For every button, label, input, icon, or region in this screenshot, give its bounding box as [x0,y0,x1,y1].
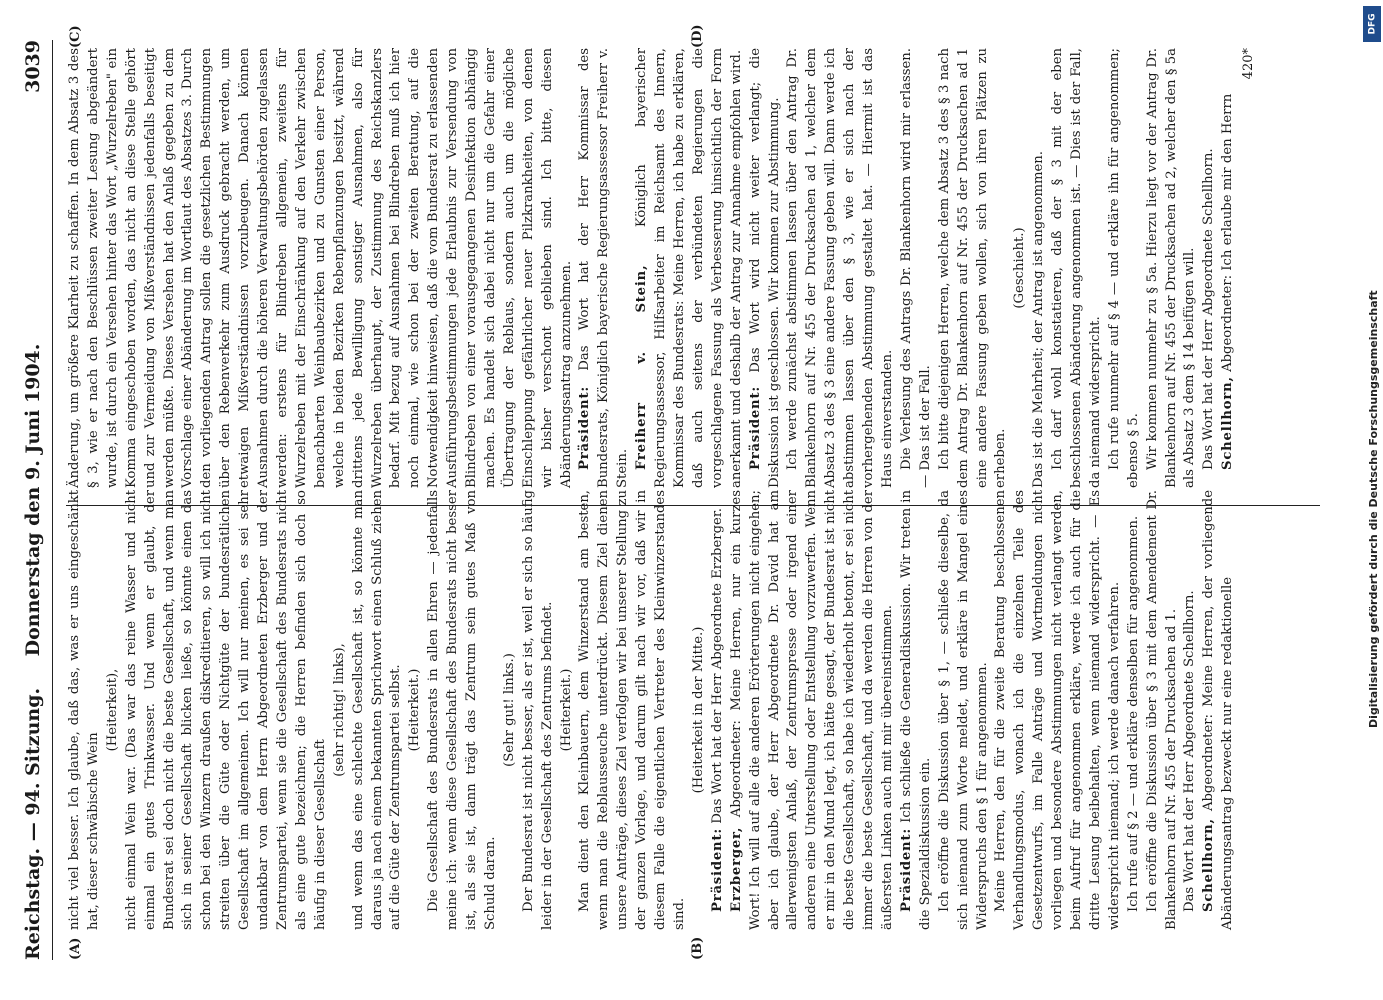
paragraph: Das ist die Mehrheit; der Antrag ist angenommen. [1031,151,1047,488]
digitization-note: Digitalisierung gefördert durch die Deutsche Forschungsgemeinschaft [1367,290,1380,728]
header-center: Donnerstag den 9. Juni 1904. [22,343,44,657]
paragraph: nicht einmal Wein war. (Das war das reine Wasser und nicht einmal ein gutes Trinkwasser. Und wenn er glaubt, der Bundesrat sei doch nicht die beste Gesellschaft, und wenn man sich in seiner Gesellschaft blicken ließe, so könnte einen das schon bei den Winzern draußen diskreditieren, so will ich nicht streiten über die Güte oder Nichtgüte der bundesrätlichen Gesellschaft im allgemeinen. Ich will nur meinen, es sei sehr undankbar von dem Herrn Abgeordneten Erzberger und der Zentrumspartei, wenn sie die Gesellschaft des Bundesrats nicht als eine gute bezeichnen; die Herren befinden sich doch so häufig in dieser Gesellschaft [123,490,328,930]
paragraph [747,48,785,488]
speech-text: Das Wort hat der Herr Kommissar des Bundesrats, Königlich bayerische Regierungsassessor Freiherr v. Stein. [577,48,631,488]
speaker-name: Schellhorn, [1220,376,1236,470]
paragraph [1200,490,1238,930]
paragraph: Ich eröffne die Diskussion über § 3 mit dem Amendement Dr. Blankenhorn auf Nr. 455 der Drucksachen ad 1. [1144,490,1179,930]
speech-text: Abgeordneter: Meine Herren, der vorliegende Abänderungsantrag bezweckt nur eine redaktionelle [1201,490,1236,930]
paragraph: Ich werde zunächst abstimmen lassen über den Antrag Dr. Blankenhorn auf Nr. 455 der Drucksachen ad 1, welcher dem Absatz 3 des § 3 eine andere Fassung geben will. Dann werde ich abstimmen lassen über den § 3, wie er sich nach der vorhergehenden Abstimmung gestaltet hat. — Hiermit ist das Haus einverstanden. [785,48,895,488]
interjection: (Geschieht.) [1012,227,1028,309]
paragraph: Ich rufe nunmehr auf § 4 — und erkläre ihn für angenommen; ebenso § 5. [1106,48,1141,488]
marker-a: (A) [68,937,83,960]
left-column [66,490,1238,930]
paragraph [709,490,728,930]
header-left: Reichstag. — 94. Sitzung. [22,687,44,960]
paragraph [728,490,898,930]
paragraph [898,490,936,930]
speaker-name: Freiherr v. Stein, [634,264,650,470]
speaker-name: Präsident: [709,827,725,912]
speech-text: Abgeordneter: Ich erlaube mir den Herrn [1220,93,1236,377]
paragraph: und wenn das eine schlechte Gesellschaft ist, so könnte man daraus ja nach einem bekannten Sprichwort einen Schluß ziehen auf die Güte der Zentrumspartei selbst. [350,490,404,930]
marker-b: (B) [690,936,705,960]
page-number: 3039 [22,40,44,93]
column-rule [66,505,1320,506]
paragraph [1219,48,1238,488]
page-header [22,40,53,960]
marker-c: (C) [68,25,83,48]
paragraph: Meine Herren, den für die zweite Beratung beschlossenen Verhandlungsmodus, wonach ich die einzelnen Teile des Gesetzentwurfs, im Falle Anträge und Wortmeldungen nicht vorliegen und besondere Abstimmungen nicht verlangt werden, beim Aufruf für angenommen erkläre, werde ich auch für die dritte Lesung beibehalten, wenn niemand widerspricht. — Es widerspricht niemand; ich werde danach verfahren. [993,490,1122,930]
interjection: (Heiterkeit.) [558,668,574,752]
paragraph: Der Bundesrat ist nicht besser, als er ist, weil er sich so häufig leider in der Gesellschaft des Zentrums befindet. [520,490,555,930]
right-column [66,48,1259,488]
speech-text: Ich schließe die Generaldiskussion. Wir treten in die Spezialdiskussion ein. [898,490,933,930]
paragraph [576,48,633,488]
interjection: (Sehr gut! links.) [501,653,517,767]
speaker-name: Erzberger, [728,826,744,912]
paragraph [633,48,746,488]
paragraph: Das Wort hat der Herr Abgeordnete Schellhorn. [1182,590,1198,912]
paragraph: Ich bitte diejenigen Herren, welche dem Absatz 3 des § 3 nach dem Antrag Dr. Blankenhorn auf Nr. 455 der Drucksachen ad 1 eine andere Fassung geben wollen, sich von ihren Plätzen zu erheben. [936,48,1009,488]
paragraph: Man dient den Kleinbauern, dem Winzerstand am besten, wenn man die Reblausseuche unterdrückt. Diesem Ziel dienen unsere Anträge, dieses Ziel verfolgen wir bei unserer Stellung zu der ganzen Vorlage, und darum gilt nach wir vor, daß wir in diesem Falle die eigentlichen Vertreter des Kleinwinzerstandes sind. [577,490,687,930]
paragraph: Ich eröffne die Diskussion über § 1, — schließe dieselbe, da sich niemand zum Worte meldet, und erkläre in Mangel eines Widerspruchs den § 1 für angenommen. [936,490,990,930]
interjection: (Heiterkeit in der Mitte.) [690,626,706,794]
paragraph: Ich darf wohl konstatieren, daß der § 3 mit der eben beschlossenen Abänderung angenommen ist. — Dies ist der Fall, da niemand widerspricht. [1050,48,1103,488]
paragraph: Wir kommen nunmehr zu § 5a. Hierzu liegt vor der Antrag Dr. Blankenhorn auf Nr. 455 der Drucksachen ad 2, welcher den § 5a als Absatz 3 dem § 14 beifügen will. [1144,48,1198,488]
paragraph: Das Wort hat der Herr Abgeordnete Schellhorn. [1201,148,1217,470]
dfg-logo: DFG [1363,6,1381,42]
footnote-signature: 420* [1241,48,1257,80]
interjection: (Heiterkeit.) [407,668,423,752]
paragraph: Änderung, um größere Klarheit zu schaffen. In dem Absatz 3 des § 3, wie er nach den Beschlüssen zweiter Lesung abgeändert wurde, ist durch ein Versehen hinter das Wort „Wurzelreben" ein Komma eingeschoben worden, das nicht an diese Stelle gehört und zur Vermeidung von Mißverständnissen jedenfalls beseitigt werden müßte. Dieses Versehen hat den Anlaß gegeben zu dem Vorschlage einer Abänderung im Wortlaut des Absatzes 3. Durch den vorliegenden Antrag sollen die gesetzlichen Bestimmungen über den Rebenverkehr zum Ausdruck gebracht werden, um etwaigen Mißverständnissen vorzubeugen. Danach können Ausnahmen durch die höheren Verwaltungsbehörden zugelassen werden: erstens für Blindreben allgemein, zweitens für Wurzelreben mit der Einschränkung auf den Verkehr zwischen benachbarten Weinbaubezirken und zu Gunsten einer Person, welche in beiden Bezirken Rebenpflanzungen besitzt, während drittens jede Bewilligung sonstiger Ausnahmen, also für Wurzelreben überhaupt, der Zustimmung des Reichskanzlers bedarf. Mit bezug auf Ausnahmen bei Blindreben muß ich hier noch einmal, wie schon bei der zweiten Beratung, auf die Notwendigkeit hinweisen, daß die vom Bundesrat zu erlassenden Ausführungsbestimmungen jede Erlaubnis zur Versendung von Blindreben von einer vorausgegangenen Desinfektion abhängig machen. Es handelt sich dabei nicht nur um die Gefahr einer Übertragung der Reblaus, sondern auch um die mögliche Einschleppung gefährlicher neuer Pilzkrankheiten, von denen wir bisher verschont geblieben sind. Ich bitte, diesen Abänderungsantrag anzunehmen. [67,48,574,488]
marker-d: (D) [690,24,705,48]
paragraph: Die Gesellschaft des Bundesrats in allen Ehren — jedenfalls meine ich: wenn diese Gesellschaft des Bundesrats nicht besser ist, als sie ist, dann trägt das Zentrum sein gutes Maß von Schuld daran. [426,490,498,930]
speech-text: Das Wort hat der Herr Abgeordnete Erzberger. [709,508,725,828]
speaker-name: Schellhorn, [1201,818,1217,912]
interjection: (Heiterkeit), [104,668,120,752]
paragraph: Ich rufe auf § 2 — und erkläre denselben für angenommen. [1125,515,1141,912]
speech-text: Königlich bayerischer Regierungsassessor, Hilfsarbeiter im Reichsamt des Innern, Kommissar des Bundesrats: Meine Herren, ich habe zu erklären, daß auch seitens der verbündeten Regierungen die vorgeschlagene Fassung als Verbesserung hinsichtlich der Form anerkannt und deshalb der Antrag zur Annahme empfohlen wird. [634,48,744,488]
speaker-name: Präsident: [898,827,914,912]
paragraph: nicht viel besser. Ich glaube, daß das, was er uns eingeschänkt hat, dieser schwäbische Wein [67,490,101,930]
speaker-name: Präsident: [577,385,593,470]
paragraph: Die Verlesung des Antrags Dr. Blankenhorn wird mir erlassen. — Das ist der Fall. [898,48,933,488]
interjection: (sehr richtig! links), [331,643,347,777]
speech-text: Das Wort wird nicht weiter verlangt; die Diskussion ist geschlossen. Wir kommen zur Abstimmung. [747,48,782,488]
speaker-name: Präsident: [747,385,763,470]
speech-text: Abgeordneter: Meine Herren, nur ein kurzes Wort! Ich will auf alle die anderen Erörterungen nicht eingehen; aber ich glaube, der Herr Abgeordnete Dr. David hat am allerwenigsten Anlaß, der Zentrumspresse oder irgend einer anderen eine Unterstellung oder Entstellung vorzuwerfen. Wenn er mir in den Mund legt, ich hätte gesagt, der Bundesrat ist nicht die beste Gesellschaft, so habe ich wiederholt betont, er sei nicht immer die beste Gesellschaft, und da werden die Herren von der äußersten Linken auch mit mir übereinstimmen. [728,490,895,930]
